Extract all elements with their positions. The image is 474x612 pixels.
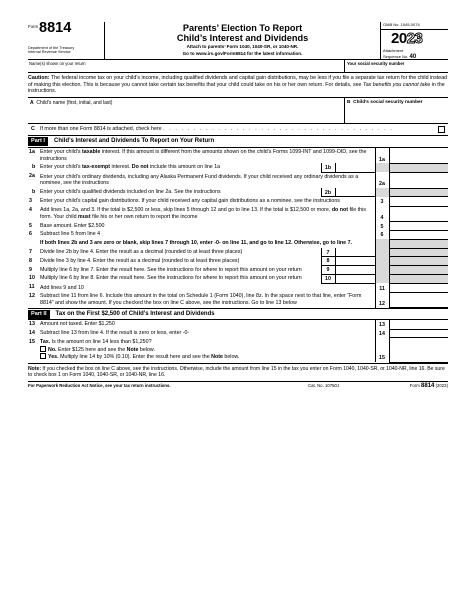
no-label: No. — [48, 346, 57, 353]
line-5-amount[interactable] — [389, 222, 448, 231]
child-ssn-label: Child’s social security number — [353, 99, 423, 105]
line-text: Add lines 9 and 10 — [40, 284, 84, 291]
child-row — [28, 98, 448, 124]
omb-block — [380, 22, 448, 59]
line-c-text — [40, 126, 438, 132]
ssn-label: Your social security number — [347, 61, 405, 66]
no-checkbox[interactable] — [40, 346, 46, 352]
form-id-block — [28, 22, 105, 59]
shaded-cell — [389, 163, 448, 172]
line-1a-row — [28, 148, 448, 164]
year-suffix: 23 — [406, 30, 423, 47]
line-number: 15 — [29, 338, 35, 345]
form-footer — [28, 382, 448, 390]
line-5-box: 5 — [375, 222, 389, 231]
line-text: Enter your child’s qualified dividends included on line 2a. See the instructions — [40, 189, 221, 196]
shaded-cell — [389, 257, 448, 266]
line-13-row — [28, 320, 448, 329]
line-4-bold1: do not — [331, 207, 348, 214]
empty-cell — [28, 239, 40, 248]
no-tail: below. — [138, 346, 155, 353]
line-4-box: 4 — [375, 206, 389, 222]
footer-form-year: (2023) — [435, 382, 448, 388]
line-6-amount[interactable] — [389, 230, 448, 239]
child-ssn-field[interactable] — [344, 98, 448, 123]
form-8814 — [28, 22, 448, 390]
caution-label: Caution: — [28, 75, 50, 81]
line-number: 10 — [29, 275, 35, 282]
sequence-label: Sequence No. — [383, 53, 409, 59]
line-number: 5 — [29, 222, 32, 229]
line-a-label: A — [30, 99, 34, 106]
line-7-box: 7 — [321, 248, 335, 257]
line-9-amount[interactable] — [335, 266, 375, 275]
shaded-cell — [375, 248, 389, 257]
line-4-mid: file this form. Your child — [40, 207, 366, 220]
line-7-amount[interactable] — [335, 248, 375, 257]
line-1a-post: interest. If this amount is different from the amounts shown on the child’s Forms 1099-INT and 1099-OID, see the instructions — [40, 148, 367, 162]
caution-text — [28, 73, 448, 98]
line-c-instruction: If more than one Form 8814 is attached, check here — [40, 126, 162, 133]
tax-year — [391, 30, 422, 48]
line-3-row — [28, 197, 448, 206]
child-name-label: Child’s name (first, initial, and last) — [36, 99, 113, 106]
shaded-cell — [375, 257, 389, 266]
line-13-amount[interactable] — [389, 320, 448, 329]
line-10-amount[interactable] — [335, 274, 375, 283]
line-1b-amount[interactable] — [335, 163, 375, 172]
note-label: Note: — [28, 365, 42, 372]
line-6-row — [28, 230, 448, 239]
yes-text: Multiply line 14 by 10% (0.10). Enter the result here and see the — [58, 354, 212, 361]
line-1a-box: 1a — [375, 148, 389, 164]
part2-title: Tax on the First $2,500 of Child’s Interest and Dividends — [55, 310, 215, 317]
line-text: Divide line 3 by line 4. Enter the result as a decimal (rounded to at least three places) — [40, 257, 240, 264]
line-text: Divide line 2b by line 4. Enter the result as a decimal (rounded to at least three places) — [40, 249, 243, 256]
form-header — [28, 22, 448, 60]
line-text: Amount not taxed. Enter $1,250 — [40, 321, 115, 328]
shaded-cell — [389, 248, 448, 257]
attachment-sequence — [383, 49, 416, 60]
form-title-block — [105, 22, 380, 59]
footer-form-label: Form — [409, 382, 420, 388]
year-prefix: 20 — [391, 30, 407, 47]
line-12-amount[interactable] — [389, 292, 448, 308]
line-text: Subtract line 13 from line 4. If the result is zero or less, enter -0- — [40, 330, 190, 337]
line-9-box: 9 — [321, 266, 335, 275]
no-note-word: Note — [126, 346, 139, 353]
note-text — [28, 363, 448, 382]
shaded-cell — [389, 239, 448, 248]
line-13-box: 13 — [375, 320, 389, 329]
line-14-amount[interactable] — [389, 329, 448, 338]
leader-dots: . . . . . . . . . . . . . . . . . . . . . . . . . . . . . . . . . . . . . . — [163, 126, 394, 133]
line-1b-box: 1b — [321, 163, 335, 172]
line-number: 6 — [29, 231, 32, 238]
line-number: 11 — [29, 284, 35, 291]
line-number: 1a — [29, 148, 35, 155]
shaded-cell — [375, 239, 389, 248]
line-4-row — [28, 206, 448, 222]
line-text — [40, 148, 375, 164]
line-10-row — [28, 274, 448, 283]
line-c-label: C — [31, 126, 35, 133]
caution-body: The federal income tax on your child’s income, including qualified dividends and capital gain distributions, may be less if you file a separate tax return for the child instead of making this election. This is because you cannot take certain tax benefits that your child could take on his or her own return. For details, see — [28, 75, 448, 88]
caution-tail: in the instructions. — [28, 81, 445, 95]
line-number: b — [32, 189, 36, 196]
line-9-row — [28, 266, 448, 275]
yes-checkbox[interactable] — [40, 353, 46, 359]
shaded-cell — [375, 163, 389, 172]
bold-instruction: If both lines 2b and 3 are zero or blank, skip lines 7 through 10, enter -0- on line 11, and go to line 12. Otherwise, go to line 7. — [40, 240, 352, 247]
line-number: b — [32, 164, 36, 171]
line-text: Enter your child’s ordinary dividends, including any Alaska Permanent Fund dividends. If your child received any ordinary dividends as a nominee, see the instructions — [40, 173, 359, 187]
line-number: 9 — [29, 266, 32, 273]
line-4-bold2: must — [77, 213, 91, 220]
line-number: 4 — [29, 207, 32, 214]
line-15-box: 15 — [375, 338, 389, 362]
line-text — [40, 206, 375, 222]
yes-label: Yes. — [48, 354, 59, 361]
name-label: Name(s) shown on your return — [29, 61, 86, 66]
line-14-box: 14 — [375, 329, 389, 338]
line-c-row — [28, 124, 448, 136]
line-2a-amount[interactable] — [389, 172, 448, 188]
attach-instruction: Attach to parents’ Form 1040, 1040-SR, or 1040-NR. — [186, 44, 299, 50]
line-10-box: 10 — [321, 274, 335, 283]
line-1a-bold: taxable — [82, 148, 101, 155]
line-2a-box: 2a — [375, 172, 389, 188]
irs-name: Internal Revenue Service — [28, 50, 71, 55]
line-b-label: B — [347, 99, 351, 105]
line-3-amount[interactable] — [389, 197, 448, 206]
department-block — [28, 46, 74, 55]
line-text: Base amount. Enter $2,500 — [40, 222, 105, 229]
part2-tag: Part II — [28, 310, 50, 319]
catalog-number: Cat. No. 10750J — [308, 382, 340, 388]
line-text — [40, 338, 375, 362]
no-text: Enter $125 here and see the — [56, 346, 127, 353]
no-option — [40, 346, 373, 354]
line-1b-mid: interest. — [109, 164, 132, 171]
form-title-line1: Parents’ Election To Report — [182, 23, 303, 33]
part2-header — [28, 308, 448, 320]
line-5-row — [28, 222, 448, 231]
line-15-amount[interactable] — [389, 338, 448, 362]
ssn-field[interactable] — [344, 60, 448, 72]
shaded-cell — [389, 274, 448, 283]
line-3-box: 3 — [375, 197, 389, 206]
line-15-row — [28, 338, 448, 362]
line-14-row — [28, 329, 448, 338]
line-4-amount[interactable] — [389, 206, 448, 222]
line-text: Multiply line 6 by line 7. Enter the result here. See the instructions for where to report this amount on your return — [40, 266, 302, 273]
line-text: Enter your child’s capital gain distributions. If your child received any capital gain distributions as a nominee, see the instructions — [40, 198, 340, 205]
line-text: Subtract line 11 from line 6. Include this amount in the total on Schedule 1 (Form 1040), line 8z. In the space next to that line, enter “Form 8814” and show the amount. If you checked the box on line C above, see the instructions. Go to line 13 below — [40, 293, 362, 307]
paperwork-notice: For Paperwork Reduction Act Notice, see your tax return instructions. — [28, 382, 171, 388]
line-12-box: 12 — [375, 292, 389, 308]
part1-header — [28, 136, 448, 148]
line-1b-row — [28, 163, 448, 172]
line-1a-pre: Enter your child’s — [40, 148, 83, 155]
line-text: Subtract line 5 from line 4 — [40, 231, 101, 238]
line-11-amount[interactable] — [389, 283, 448, 292]
shaded-cell — [375, 266, 389, 275]
line-2a-row — [28, 172, 448, 188]
line-7-row — [28, 248, 448, 257]
caution-italic: Tax benefits you cannot take — [362, 81, 431, 88]
shaded-cell — [389, 188, 448, 197]
yes-note-word: Note — [211, 354, 223, 361]
line-number: 12 — [29, 293, 35, 300]
line-2b-amount[interactable] — [335, 188, 375, 197]
line-15-bold: Tax. — [40, 338, 51, 345]
line-8-amount[interactable] — [335, 257, 375, 266]
line-number: 13 — [29, 321, 35, 328]
shaded-cell — [389, 266, 448, 275]
line-c-checkbox[interactable] — [438, 126, 445, 133]
part1-title: Child’s Interest and Dividends To Report on Your Return — [54, 137, 215, 144]
line-number: 2a — [29, 173, 35, 180]
name-row — [28, 60, 448, 73]
form-number: 8814 — [39, 20, 72, 36]
part1-tag: Part I — [28, 137, 48, 146]
form-word: Form — [28, 24, 39, 29]
goto-instruction: Go to www.irs.gov/Form8814 for the latest information. — [182, 50, 303, 56]
line-2b-box: 2b — [321, 188, 335, 197]
line-1b-bold1: tax-exempt — [82, 164, 110, 171]
line-12-row — [28, 292, 448, 308]
name-field[interactable] — [28, 60, 344, 72]
line-1a-amount[interactable] — [389, 148, 448, 164]
omb-number: OMB No. 1545-0074 — [381, 22, 448, 30]
form-title-line2: Child’s Interest and Dividends — [176, 32, 309, 43]
line-8-box: 8 — [321, 257, 335, 266]
line-2b-row — [28, 188, 448, 197]
line-6-box: 6 — [375, 230, 389, 239]
line-1b-post: include this amount on line 1a — [148, 164, 221, 171]
part1-lines — [28, 148, 448, 309]
line-number: 7 — [29, 249, 32, 256]
line-text: Multiply line 6 by line 8. Enter the result here. See the instructions for where to report this amount on your return — [40, 275, 302, 282]
line-4-post: file his or her own return to report the income — [90, 213, 198, 220]
line-15-question: Is the amount on line 14 less than $1,250? — [50, 338, 152, 345]
shaded-cell — [375, 274, 389, 283]
line-1b-bold2: Do not — [131, 164, 149, 171]
line-number: 3 — [29, 197, 32, 204]
line-11-row — [28, 283, 448, 292]
line-8-row — [28, 257, 448, 266]
line-text — [40, 163, 321, 172]
department-name: Department of the Treasury — [28, 46, 75, 50]
line-4-pre: Add lines 1a, 2a, and 3. If the total is $2,500 or less, skip lines 5 through 12 and go to line 13. If the total is $12,500 or more, — [40, 207, 332, 214]
line-1b-pre: Enter your child’s — [40, 164, 83, 171]
line-11-box: 11 — [375, 283, 389, 292]
footer-form-number: 8814 — [421, 382, 435, 389]
part2-lines — [28, 320, 448, 362]
line-number: 8 — [29, 257, 32, 264]
yes-option — [40, 353, 373, 361]
instruction-row — [28, 239, 448, 248]
shaded-cell — [375, 188, 389, 197]
yes-tail: below. — [222, 354, 240, 361]
footer-form-id — [398, 383, 448, 390]
attachment-label: Attachment — [383, 48, 404, 53]
note-body: If you checked the box on line C above, see the instructions. Otherwise, include the amount from line 15 in the tax you enter on Form 1040, 1040-SR, or 1040-NR, line 16. Be sure to check box 1 on Form 1040, 1040-SR, or 1040-NR, line 16. — [28, 365, 445, 379]
sequence-number: 40 — [409, 53, 417, 60]
line-number: 14 — [29, 330, 35, 337]
child-name-field[interactable] — [28, 98, 344, 123]
